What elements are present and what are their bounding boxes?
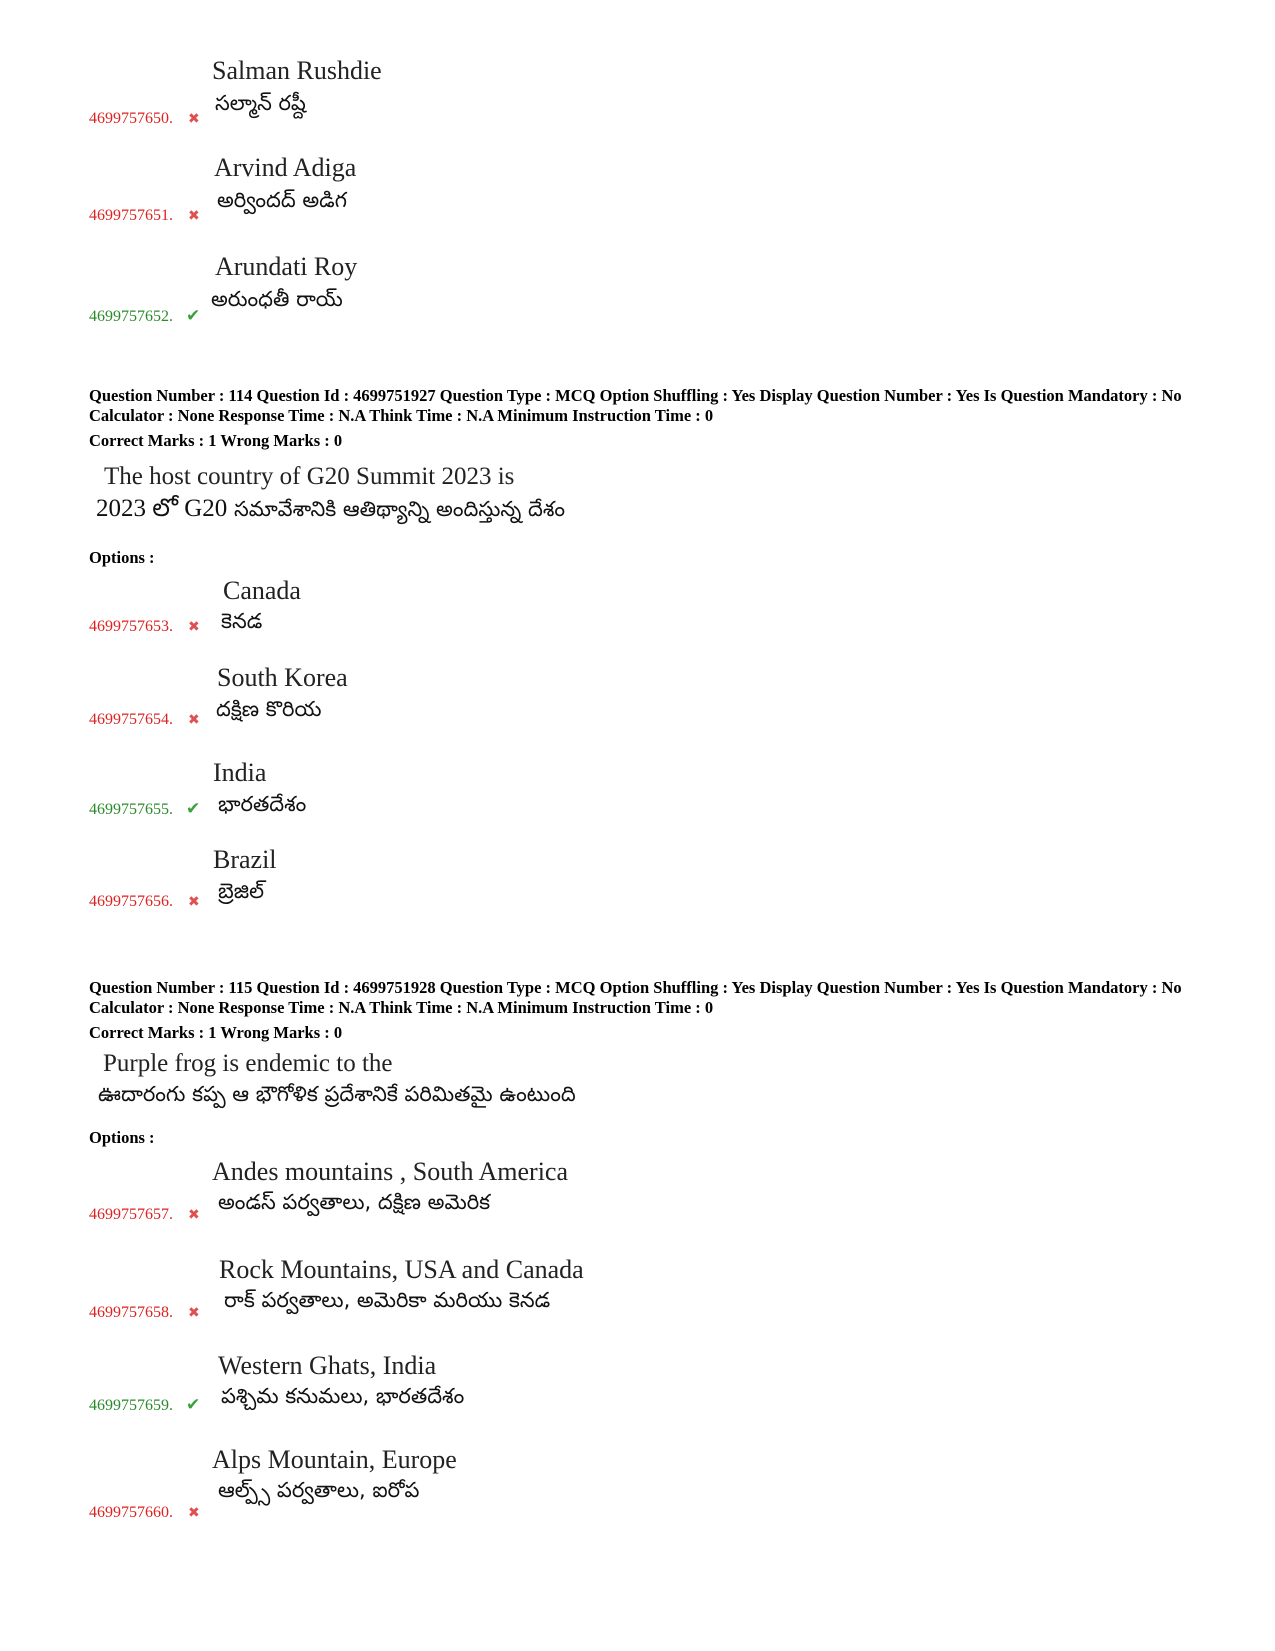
option-text-en: Canada xyxy=(223,576,301,605)
option-text-te: అండస్ పర్వతాలు, దక్షిణ అమెరిక xyxy=(218,1190,491,1214)
option-text-te: అర్విందద్ అడిగ xyxy=(217,188,347,212)
option-id: 4699757652. xyxy=(89,308,173,325)
question-text-en: The host country of G20 Summit 2023 is xyxy=(104,463,515,490)
question-text-en: Purple frog is endemic to the xyxy=(103,1050,393,1077)
option-id: 4699757656. xyxy=(89,893,173,910)
option-text-te: దక్షిణ కొరియ xyxy=(216,697,322,721)
cross-icon: ✖ xyxy=(188,208,200,224)
option-id: 4699757660. xyxy=(89,1504,173,1521)
option-text-en: Western Ghats, India xyxy=(218,1351,437,1380)
option-text-en: Arvind Adiga xyxy=(214,153,357,182)
option-text-en: Rock Mountains, USA and Canada xyxy=(219,1255,584,1284)
option-text-te: రాక్ పర్వతాలు, అమెరికా మరియు కెనడ xyxy=(224,1288,551,1312)
option-id: 4699757650. xyxy=(89,110,173,127)
option-text-te: సల్మాన్ రష్దీ xyxy=(215,91,306,115)
option-text-en: Brazil xyxy=(213,845,277,874)
option-text-en: Alps Mountain, Europe xyxy=(212,1445,457,1474)
option-id: 4699757657. xyxy=(89,1206,173,1223)
cross-icon: ✖ xyxy=(188,712,200,728)
option-text-en: Salman Rushdie xyxy=(212,56,382,85)
cross-icon: ✖ xyxy=(188,1305,200,1321)
cross-icon: ✖ xyxy=(188,1207,200,1223)
option-text-en: Andes mountains , South America xyxy=(212,1157,569,1186)
option-text-en: India xyxy=(213,758,267,787)
cross-icon: ✖ xyxy=(188,619,200,635)
cross-icon: ✖ xyxy=(188,894,200,910)
option-text-te: అరుంధతీ రాయ్ xyxy=(211,287,343,311)
options-label: Options : xyxy=(89,1128,155,1147)
question-meta: Question Number : 114 Question Id : 4699751927 Question Type : MCQ Option Shuffling : Yes Display Question Number : Yes Is Question Mandatory : No Calculator : None Response Time : N.A Think Time : N.A Minimum Instruction Time : 0 xyxy=(89,386,1182,425)
option-text-te: ఆల్ప్స్ పర్వతాలు, ఐరోప xyxy=(218,1478,420,1502)
option-id: 4699757651. xyxy=(89,207,173,224)
option-text-te: బ్రెజిల్ xyxy=(218,879,264,903)
option-id: 4699757654. xyxy=(89,711,173,728)
option-id: 4699757653. xyxy=(89,618,173,635)
options-label: Options : xyxy=(89,548,155,567)
option-text-te: పశ్చిమ కనుమలు, భారతదేశం xyxy=(221,1384,465,1408)
option-text-en: Arundati Roy xyxy=(215,252,358,281)
option-id: 4699757659. xyxy=(89,1397,173,1414)
question-meta: Question Number : 115 Question Id : 4699751928 Question Type : MCQ Option Shuffling : Yes Display Question Number : Yes Is Question Mandatory : No Calculator : None Response Time : N.A Think Time : N.A Minimum Instruction Time : 0 xyxy=(89,978,1182,1017)
question-marks: Correct Marks : 1 Wrong Marks : 0 xyxy=(89,1023,343,1042)
question-marks: Correct Marks : 1 Wrong Marks : 0 xyxy=(89,431,343,450)
cross-icon: ✖ xyxy=(188,111,200,127)
option-id: 4699757655. xyxy=(89,801,173,818)
question-text-te: ఊదారంగు కప్ప ఆ భౌగోళిక ప్రదేశానికే పరిమితమై ఉంటుంది xyxy=(98,1082,576,1106)
option-text-te: కెనడ xyxy=(221,609,263,633)
option-text-te: భారతదేశం xyxy=(218,792,307,816)
check-icon: ✔ xyxy=(186,1395,201,1415)
question-text-te: 2023 లో G20 సమావేశానికి ఆతిథ్యాన్ని అందిస్తున్న దేశం xyxy=(96,495,566,522)
option-text-en: South Korea xyxy=(217,663,348,692)
check-icon: ✔ xyxy=(186,799,201,819)
cross-icon: ✖ xyxy=(188,1505,200,1521)
option-id: 4699757658. xyxy=(89,1304,173,1321)
check-icon: ✔ xyxy=(186,306,201,326)
